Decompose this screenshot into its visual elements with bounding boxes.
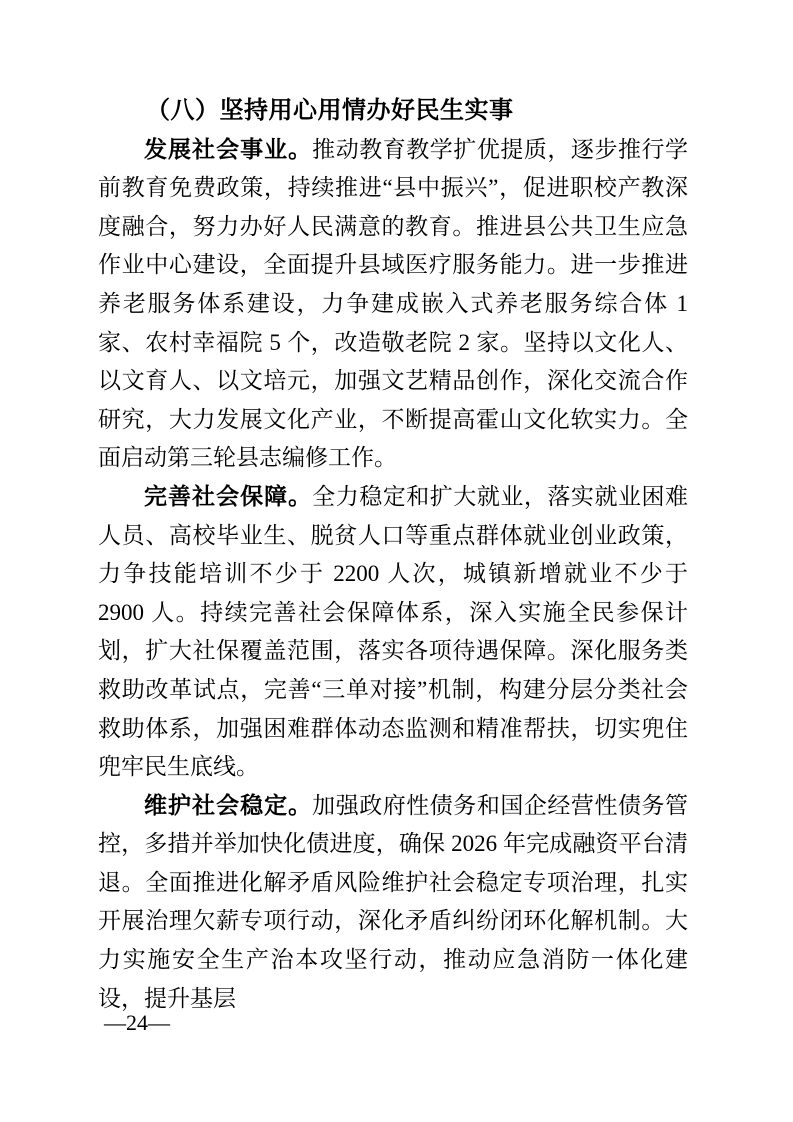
paragraph-lead: 发展社会事业。: [144, 136, 313, 162]
paragraph-social-programs: [98, 131, 688, 478]
paragraph-body: 推动教育教学扩优提质，逐步推行学前教育免费政策，持续推进“县中振兴”，促进职校产教深度融合，努力办好人民满意的教育。推进县公共卫生应急作业中心建设，全面提升县域医疗服务能力。进一步推进养老服务体系建设，力争建成嵌入式养老服务综合体 1 家、农村幸福院 5 个，改造敬老院 2 家。坚持以文化人、以文育人、以文培元，加强文艺精品创作，深化交流合作研究，大力发展文化产业，不断提高霍山文化软实力。全面启动第三轮县志编修工作。: [98, 136, 689, 471]
page-content: [98, 92, 688, 1018]
paragraph-body: 全力稳定和扩大就业，落实就业困难人员、高校毕业生、脱贫人口等重点群体就业创业政策，力争技能培训不少于 2200 人次，城镇新增就业不少于 2900 人。持续完善社会保障体系，深入实施全民参保计划，扩大社保覆盖范围，落实各项待遇保障。深化服务类救助改革试点，完善“三单对接”机制，构建分层分类社会救助体系，加强困难群体动态监测和精准帮扶，切实兜住兜牢民生底线。: [98, 483, 689, 780]
page-number: —24—: [104, 1010, 170, 1035]
paragraph-social-security: [98, 478, 688, 787]
paragraph-lead: 维护社会稳定。: [144, 792, 313, 818]
paragraph-body: 加强政府性债务和国企经营性债务管控，多措并举加快化债进度，确保 2026 年完成融资平台清退。全面推进化解矛盾风险维护社会稳定专项治理，扎实开展治理欠薪专项行动，深化矛盾纠纷闭环化解机制。大力实施安全生产治本攻坚行动，推动应急消防一体化建设，提升基层: [98, 792, 689, 1011]
section-heading: （八）坚持用心用情办好民生实事: [146, 97, 514, 124]
paragraph-social-stability: [98, 787, 688, 1019]
paragraph-lead: 完善社会保障。: [144, 483, 313, 509]
